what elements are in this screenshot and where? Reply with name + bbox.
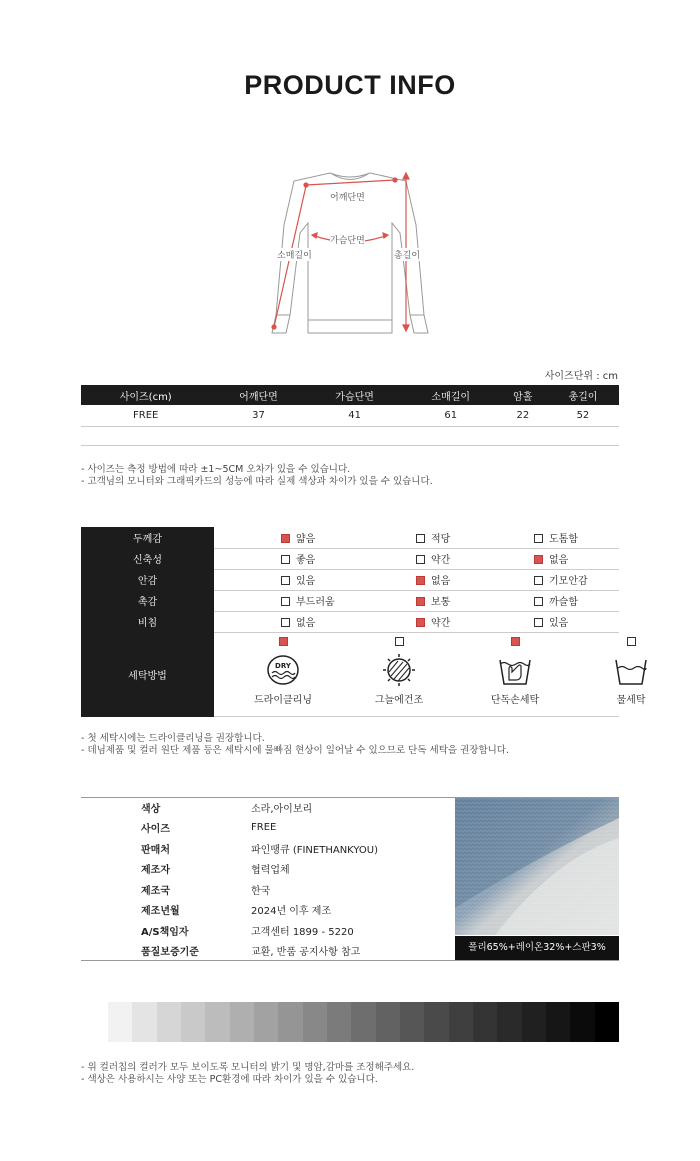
feature-row — [81, 590, 619, 611]
note-line: - 위 컬러칩의 컬러가 모두 보이도록 모니터의 밝기 및 명암,감마를 조정해주세요. — [81, 1062, 415, 1073]
option-label: 없음 — [549, 555, 569, 566]
checkbox — [534, 576, 543, 585]
note-line: - 사이즈는 측정 방법에 따라 ±1~5CM 오차가 있을 수 있습니다. — [81, 464, 351, 475]
info-key: 제조년월 — [141, 906, 180, 918]
size-unit: 사이즈단위 : cm — [544, 371, 618, 382]
water-wash-icon — [612, 652, 650, 688]
checkbox — [534, 618, 543, 627]
color-chip — [278, 1002, 302, 1042]
chest-label: 가슴단면 — [330, 233, 365, 246]
size-cell: 61 — [403, 405, 499, 426]
size-cell: FREE — [81, 405, 210, 426]
color-chip — [230, 1002, 254, 1042]
feature-option — [484, 527, 619, 548]
feature-row — [81, 569, 619, 590]
option-label: 기모안감 — [549, 576, 588, 587]
table-row — [81, 859, 455, 880]
fabric-texture-image — [455, 798, 619, 935]
checkbox — [416, 555, 425, 564]
wash-caption: 물세탁 — [616, 694, 646, 706]
wash-option-shade-dry — [354, 637, 444, 706]
feature-option — [349, 527, 484, 548]
feature-option — [214, 590, 349, 611]
checkbox — [281, 576, 290, 585]
size-header-cell: 암홀 — [499, 385, 547, 405]
info-key: 품질보증기준 — [141, 947, 199, 959]
wash-option-water-wash — [586, 637, 676, 706]
table-row — [81, 941, 455, 962]
info-key: 제조자 — [141, 865, 170, 877]
color-chip — [449, 1002, 473, 1042]
option-label: 약간 — [431, 555, 451, 566]
feature-label: 두께감 — [81, 527, 214, 548]
checkbox — [534, 597, 543, 606]
option-label: 없음 — [296, 618, 316, 629]
size-cell: 37 — [210, 405, 306, 426]
color-chip — [400, 1002, 424, 1042]
option-label: 도톰함 — [549, 533, 578, 545]
option-label: 보통 — [431, 597, 451, 608]
page-title: PRODUCT INFO — [244, 70, 456, 100]
feature-option — [214, 527, 349, 548]
option-label: 약간 — [431, 618, 451, 629]
note-line: - 데님제품 및 컬러 원단 제품 등은 세탁시에 물빠짐 현상이 일어날 수 있으므로 단독 세탁을 권장합니다. — [81, 745, 510, 756]
note-line: - 색상은 사용하시는 사양 또는 PC환경에 따라 차이가 있을 수 있습니다. — [81, 1074, 378, 1085]
checkbox — [281, 618, 290, 627]
feature-option — [484, 548, 619, 569]
checkbox — [534, 534, 543, 543]
feature-row — [81, 548, 619, 569]
wash-option-dry-clean — [238, 637, 328, 706]
checkbox — [279, 637, 288, 646]
feature-option — [349, 590, 484, 611]
color-chip — [181, 1002, 205, 1042]
info-value: 한국 — [251, 885, 271, 897]
option-label: 없음 — [431, 576, 451, 587]
dry-text: DRY — [275, 661, 291, 670]
info-value: 파인땡큐 (FINETHANKYOU) — [251, 844, 379, 856]
option-label: 있음 — [296, 576, 316, 587]
feature-option — [484, 569, 619, 590]
checkbox — [534, 555, 543, 564]
size-header-cell: 소매길이 — [403, 385, 499, 405]
wash-caption: 드라이클리닝 — [254, 694, 312, 706]
info-value: 2024년 이후 제조 — [251, 906, 332, 918]
option-label: 있음 — [549, 618, 569, 629]
color-chip — [132, 1002, 156, 1042]
size-header-cell: 어깨단면 — [210, 385, 306, 405]
wash-option-hand-wash — [470, 637, 560, 706]
table-row — [81, 797, 455, 818]
option-label: 부드러움 — [296, 597, 335, 608]
feature-option — [349, 611, 484, 632]
color-notes — [81, 1062, 414, 1086]
info-key: A/S책임자 — [141, 926, 189, 938]
washing-options — [214, 633, 646, 716]
color-chip — [157, 1002, 181, 1042]
checkbox — [416, 534, 425, 543]
table-row — [81, 818, 455, 839]
color-chip — [595, 1002, 619, 1042]
feature-label: 신축성 — [81, 548, 214, 569]
feature-option — [484, 590, 619, 611]
option-label: 적당 — [431, 533, 451, 545]
option-label: 까슬함 — [549, 597, 578, 608]
wash-caption: 단독손세탁 — [490, 694, 540, 706]
size-header-cell: 사이즈(cm) — [81, 385, 210, 405]
feature-option — [349, 569, 484, 590]
table-row — [81, 900, 455, 921]
feature-option — [349, 548, 484, 569]
checkbox — [395, 637, 404, 646]
checkbox — [281, 597, 290, 606]
color-chip — [497, 1002, 521, 1042]
info-key: 판매처 — [141, 844, 170, 856]
color-chip — [303, 1002, 327, 1042]
sleeve-label: 소매길이 — [277, 248, 312, 261]
color-chip — [376, 1002, 400, 1042]
note-line: - 첫 세탁시에는 드라이클리닝을 권장합니다. — [81, 733, 265, 744]
note-line: - 고객님의 모니터와 그래픽카드의 성능에 따라 실제 색상과 차이가 있을 수 있습니다. — [81, 476, 433, 487]
feature-table — [81, 527, 646, 717]
feature-option — [214, 548, 349, 569]
info-value: 소라,아이보리 — [251, 803, 313, 815]
checkbox — [281, 534, 290, 543]
washing-label: 세탁방법 — [81, 632, 214, 716]
info-value: FREE — [251, 822, 277, 834]
color-chip — [546, 1002, 570, 1042]
wash-notes — [81, 733, 509, 757]
size-cell: 41 — [307, 405, 403, 426]
info-key: 색상 — [141, 803, 161, 815]
fabric-composition: 폴리65%+레이온32%+스판3% — [455, 936, 619, 960]
size-header-cell: 가슴단면 — [307, 385, 403, 405]
option-label: 얇음 — [296, 533, 316, 545]
info-value: 고객센터 1899 - 5220 — [251, 926, 354, 938]
table-row — [81, 879, 455, 900]
hand-wash-icon — [496, 652, 534, 688]
product-info-table — [81, 797, 455, 961]
color-chip-strip — [108, 1002, 619, 1042]
feature-row — [81, 527, 619, 548]
length-label: 총길이 — [394, 248, 420, 261]
dry-clean-icon — [265, 652, 301, 688]
size-table — [81, 385, 619, 427]
table-row — [81, 838, 455, 859]
size-cell: 22 — [499, 405, 547, 426]
feature-option — [214, 611, 349, 632]
table-row — [81, 920, 455, 941]
color-chip — [424, 1002, 448, 1042]
size-cell: 52 — [547, 405, 619, 426]
shoulder-label: 어깨단면 — [330, 190, 365, 203]
color-chip — [473, 1002, 497, 1042]
info-key: 제조국 — [141, 885, 170, 897]
divider — [81, 960, 619, 961]
checkbox — [627, 637, 636, 646]
color-chip — [351, 1002, 375, 1042]
info-key: 사이즈 — [141, 824, 170, 836]
checkbox — [416, 576, 425, 585]
checkbox — [281, 555, 290, 564]
color-chip — [108, 1002, 132, 1042]
checkbox — [511, 637, 520, 646]
info-value: 협력업체 — [251, 865, 290, 877]
size-header-cell: 총길이 — [547, 385, 619, 405]
color-chip — [205, 1002, 229, 1042]
size-table-header — [81, 385, 619, 405]
feature-label: 비침 — [81, 611, 214, 632]
washing-row — [81, 632, 619, 716]
checkbox — [416, 618, 425, 627]
feature-option — [214, 569, 349, 590]
color-chip — [522, 1002, 546, 1042]
size-notes — [81, 464, 433, 488]
feature-label: 촉감 — [81, 590, 214, 611]
table-row — [81, 405, 619, 426]
fabric-photo — [455, 798, 619, 935]
size-diagram — [260, 165, 440, 340]
checkbox — [416, 597, 425, 606]
color-chip — [254, 1002, 278, 1042]
feature-label: 안감 — [81, 569, 214, 590]
option-label: 좋음 — [296, 555, 316, 566]
table-row-empty — [81, 426, 619, 446]
feature-row — [81, 611, 619, 632]
color-chip — [327, 1002, 351, 1042]
shade-dry-icon — [379, 652, 419, 688]
wash-caption: 그늘에건조 — [374, 694, 424, 706]
feature-option — [484, 611, 619, 632]
info-value: 교환, 반품 공지사항 참고 — [251, 947, 361, 959]
color-chip — [570, 1002, 594, 1042]
